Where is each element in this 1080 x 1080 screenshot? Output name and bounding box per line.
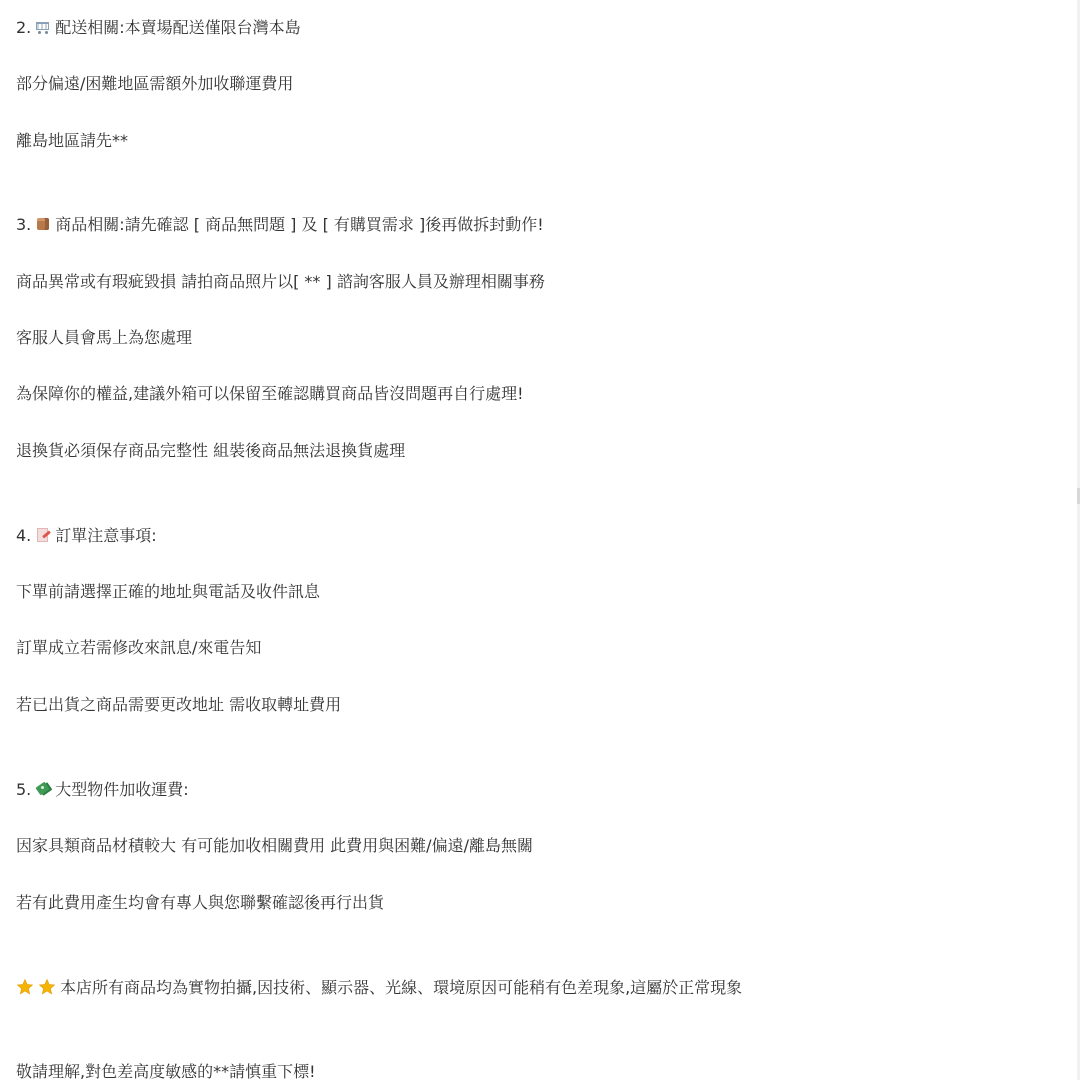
large-items-heading-text: 大型物件加收運費: — [55, 780, 189, 799]
star-icon — [38, 978, 56, 996]
product-line-2: 客服人員會馬上為您處理 — [16, 328, 193, 347]
memo-icon — [35, 527, 51, 543]
shipping-number: 2. — [16, 18, 32, 37]
product-heading-text: 商品相關:請先確認 [ 商品無問題 ] 及 [ 有購買需求 ]後再做拆封動作! — [55, 215, 544, 234]
order-heading-text: 訂單注意事項: — [55, 526, 157, 545]
order-number: 4. — [16, 526, 32, 545]
product-number: 3. — [16, 215, 32, 234]
large-items-heading — [16, 780, 189, 800]
product-line-1: 商品異常或有瑕疵毀損 請拍商品照片以[ ** ] 諮詢客服人員及辦理相關事務 — [16, 272, 545, 291]
shipping-line-1: 部分偏遠/困難地區需額外加收聯運費用 — [16, 74, 294, 93]
large-items-number: 5. — [16, 780, 32, 799]
product-heading — [16, 215, 544, 235]
shipping-heading — [16, 18, 301, 38]
color-notice — [16, 978, 742, 998]
package-icon — [35, 216, 51, 232]
closing-note: 敬請理解,對色差高度敏感的**請慎重下標! — [16, 1062, 316, 1080]
order-line-3: 若已出貨之商品需要更改地址 需收取轉址費用 — [16, 695, 342, 714]
shopping-cart-icon — [35, 19, 51, 35]
color-notice-text: 本店所有商品均為實物拍攝,因技術、顯示器、光線、環境原因可能稍有色差現象,這屬於正常現象 — [60, 978, 743, 997]
large-items-line-2: 若有此費用產生均會有專人與您聯繫確認後再行出貨 — [16, 893, 385, 912]
shipping-line-2: 離島地區請先** — [16, 131, 129, 150]
order-line-2: 訂單成立若需修改來訊息/來電告知 — [16, 638, 262, 657]
product-line-3: 為保障你的權益,建議外箱可以保留至確認購買商品皆沒問題再自行處理! — [16, 384, 524, 403]
order-heading — [16, 526, 157, 546]
shipping-heading-text: 配送相關:本賣場配送僅限台灣本島 — [55, 18, 301, 37]
order-line-1: 下單前請選擇正確的地址與電話及收件訊息 — [16, 582, 321, 601]
money-with-wings-icon — [35, 781, 51, 797]
product-line-4: 退換貨必須保存商品完整性 組裝後商品無法退換貨處理 — [16, 441, 406, 460]
large-items-line-1: 因家具類商品材積較大 有可能加收相關費用 此費用與困難/偏遠/離島無關 — [16, 836, 533, 855]
star-icon — [16, 978, 34, 996]
